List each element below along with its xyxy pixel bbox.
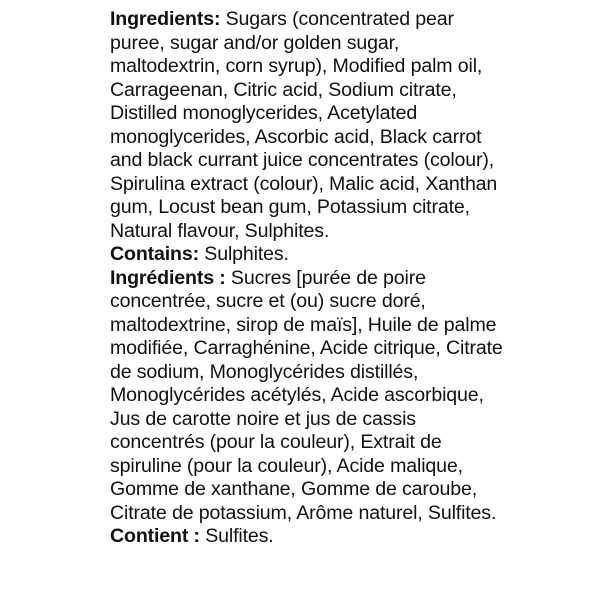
french-contains: [110, 525, 510, 549]
french-ingredients-heading: Ingrédients :: [110, 266, 226, 289]
english-ingredients-heading: Ingredients:: [110, 8, 221, 30]
english-ingredients-text: Sugars (concentrated pear puree, sugar and/or golden sugar, maltodextrin, corn syrup), Modified palm oil, Carrageenan, Citric acid, Sodium citrate, Distilled monoglycerides, Acetylated monoglycerides, Ascorbic acid, Black carrot and black currant juice concentrates (colour), Spirulina extract (colour), Malic acid, Xanthan gum, Locust bean gum, Potassium citrate, Natural flavour, Sulphites.: [110, 8, 498, 242]
english-contains-text: Sulphites.: [199, 243, 289, 265]
english-ingredients: [110, 8, 510, 243]
french-contains-text: Sulfites.: [199, 525, 274, 547]
english-contains-heading: Contains:: [110, 243, 199, 265]
french-ingredients-text: Sucres [purée de poire concentrée, sucre et (ou) sucre doré, maltodextrine, sirop de maïs], Huile de palme modifiée, Carraghénine, Acide citrique, Citrate de sodium, Monoglycérides distillés, Monoglycérides acétylés, Acide ascorbique, Jus de carotte noire et jus de cassis concentrés (pour la couleur), Extrait de spiruline (pour la couleur), Acide malique, Gomme de xanthane, Gomme de caroube, Citrate de potassium, Arôme naturel, Sulfites.: [110, 266, 503, 524]
french-contains-heading: Contient :: [110, 525, 200, 547]
english-contains: [110, 243, 510, 267]
ingredient-label: [110, 8, 510, 549]
french-ingredients: [110, 267, 510, 526]
